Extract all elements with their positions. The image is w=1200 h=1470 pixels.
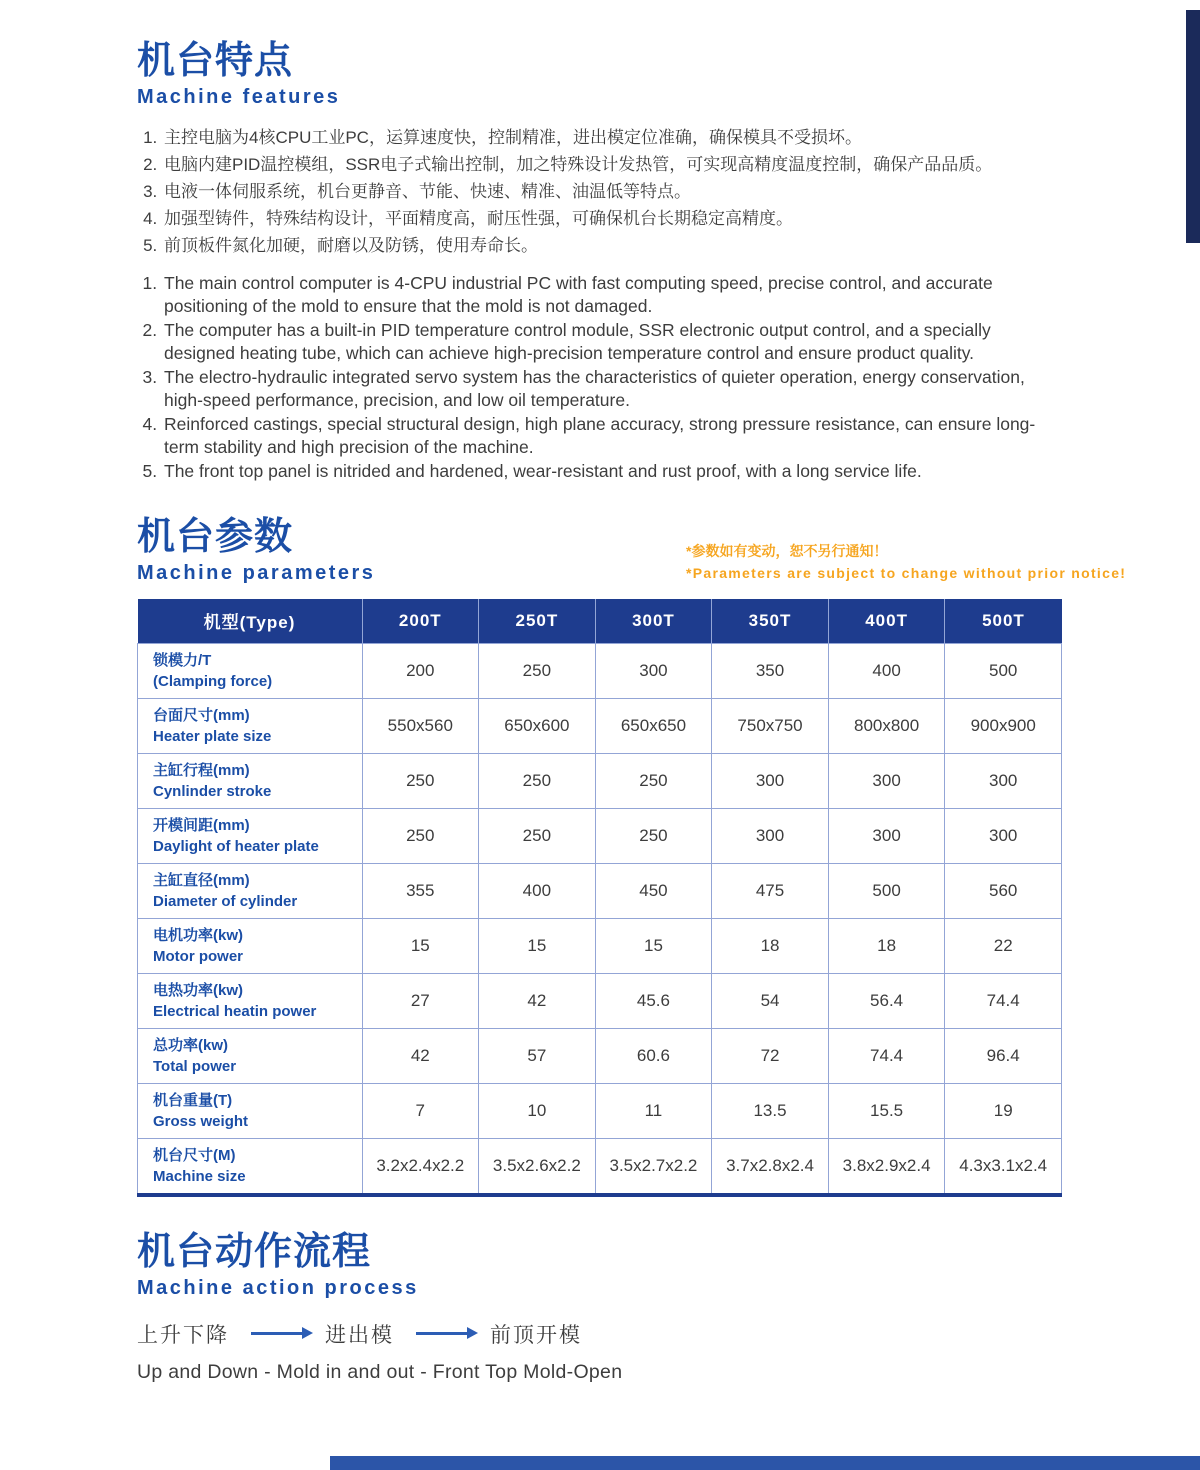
parameter-value-cell: 450 <box>595 863 712 918</box>
features-list-cn <box>137 124 1062 259</box>
right-edge-decor-bar <box>1186 10 1200 243</box>
parameter-label-cell: 机台尺寸(M) Machine size <box>138 1138 363 1195</box>
parameters-header-cell: 350T <box>712 599 829 644</box>
parameter-value-cell: 250 <box>479 643 596 698</box>
process-title-en: Machine action process <box>137 1276 419 1299</box>
parameter-row <box>138 973 1062 1028</box>
parameters-header-cell: 250T <box>479 599 596 644</box>
feature-item-cn: 5. 前顶板件氮化加硬，耐磨以及防锈，使用寿命长。 <box>162 232 1062 259</box>
parameter-value-cell: 72 <box>712 1028 829 1083</box>
parameter-value-cell: 250 <box>362 753 479 808</box>
parameter-value-cell: 15.5 <box>828 1083 945 1138</box>
parameter-value-cell: 15 <box>595 918 712 973</box>
parameter-label-cell: 电热功率(kw) Electrical heatin power <box>138 973 363 1028</box>
parameter-value-cell: 3.5x2.7x2.2 <box>595 1138 712 1195</box>
parameter-value-cell: 3.8x2.9x2.4 <box>828 1138 945 1195</box>
parameters-header-cell: 500T <box>945 599 1062 644</box>
parameter-value-cell: 250 <box>479 808 596 863</box>
parameters-disclaimer <box>686 540 1126 584</box>
feature-item-en: 4. Reinforced castings, special structural design, high plane accuracy, strong pressure resistance, can ensure long-term stability and high precision of the machine. <box>162 413 1062 460</box>
parameter-value-cell: 250 <box>362 808 479 863</box>
features-title-cn: 机台特点 <box>137 40 294 82</box>
feature-item-en: 1. The main control computer is 4-CPU industrial PC with fast computing speed, precise control, and accurate positioning of the mold to ensure that the mold is not damaged. <box>162 272 1062 319</box>
parameters-title-cn: 机台参数 <box>137 516 294 559</box>
parameter-value-cell: 42 <box>479 973 596 1028</box>
parameters-table-head <box>138 599 1062 644</box>
process-step: 前顶开模 <box>490 1323 582 1347</box>
parameter-value-cell: 54 <box>712 973 829 1028</box>
parameter-value-cell: 500 <box>828 863 945 918</box>
parameter-label-cell: 总功率(kw) Total power <box>138 1028 363 1083</box>
parameter-value-cell: 18 <box>712 918 829 973</box>
parameter-row <box>138 753 1062 808</box>
parameter-value-cell: 300 <box>828 808 945 863</box>
parameter-value-cell: 74.4 <box>945 973 1062 1028</box>
parameter-value-cell: 300 <box>712 753 829 808</box>
parameter-value-cell: 42 <box>362 1028 479 1083</box>
parameter-row <box>138 1028 1062 1083</box>
parameter-value-cell: 300 <box>595 643 712 698</box>
parameter-value-cell: 250 <box>595 808 712 863</box>
parameter-label-cell: 电机功率(kw) Motor power <box>138 918 363 973</box>
arrow-right-icon <box>251 1332 303 1335</box>
parameter-value-cell: 355 <box>362 863 479 918</box>
parameters-header-cell: 机型(Type) <box>138 599 363 644</box>
process-step: 上升下降 <box>137 1323 229 1347</box>
parameter-label-cell: 主缸行程(mm) Cynlinder stroke <box>138 753 363 808</box>
parameter-value-cell: 18 <box>828 918 945 973</box>
parameter-value-cell: 400 <box>479 863 596 918</box>
feature-item-en: 2. The computer has a built-in PID temperature control module, SSR electronic output control, and a specially designed heating tube, which can achieve high-precision temperature control and ensure product quality. <box>162 319 1062 366</box>
parameter-value-cell: 4.3x3.1x2.4 <box>945 1138 1062 1195</box>
parameters-header-cell: 300T <box>595 599 712 644</box>
feature-item-cn: 4. 加强型铸件，特殊结构设计，平面精度高，耐压性强，可确保机台长期稳定高精度。 <box>162 205 1062 232</box>
parameter-value-cell: 650x650 <box>595 698 712 753</box>
parameter-value-cell: 15 <box>479 918 596 973</box>
features-list-en <box>137 272 1062 484</box>
parameter-value-cell: 22 <box>945 918 1062 973</box>
process-flow <box>137 1319 1062 1349</box>
parameter-value-cell: 11 <box>595 1083 712 1138</box>
arrow-right-icon <box>416 1332 468 1335</box>
parameter-value-cell: 96.4 <box>945 1028 1062 1083</box>
feature-item-en: 5. The front top panel is nitrided and hardened, wear-resistant and rust proof, with a long service life. <box>162 460 1062 484</box>
process-section <box>137 1231 1062 1384</box>
parameter-value-cell: 3.5x2.6x2.2 <box>479 1138 596 1195</box>
parameter-value-cell: 300 <box>945 753 1062 808</box>
parameter-value-cell: 475 <box>712 863 829 918</box>
parameter-value-cell: 27 <box>362 973 479 1028</box>
parameter-value-cell: 750x750 <box>712 698 829 753</box>
parameter-value-cell: 350 <box>712 643 829 698</box>
parameter-label-cell: 主缸直径(mm) Diameter of cylinder <box>138 863 363 918</box>
parameters-table <box>137 599 1062 1197</box>
features-section <box>137 0 1062 483</box>
parameter-value-cell: 60.6 <box>595 1028 712 1083</box>
parameter-value-cell: 200 <box>362 643 479 698</box>
parameter-value-cell: 3.2x2.4x2.2 <box>362 1138 479 1195</box>
parameter-value-cell: 250 <box>479 753 596 808</box>
parameter-value-cell: 900x900 <box>945 698 1062 753</box>
process-title-cn: 机台动作流程 <box>137 1230 372 1273</box>
parameters-table-body <box>138 643 1062 1195</box>
feature-item-cn: 3. 电液一体伺服系统，机台更静音、节能、快速、精准、油温低等特点。 <box>162 178 1062 205</box>
parameter-value-cell: 300 <box>945 808 1062 863</box>
parameter-row <box>138 863 1062 918</box>
parameter-value-cell: 15 <box>362 918 479 973</box>
parameter-row <box>138 698 1062 753</box>
parameter-value-cell: 57 <box>479 1028 596 1083</box>
parameter-value-cell: 19 <box>945 1083 1062 1138</box>
parameter-value-cell: 650x600 <box>479 698 596 753</box>
disclaimer-cn: *参数如有变动，恕不另行通知！ <box>686 543 888 560</box>
feature-item-cn: 2. 电脑内建PID温控模组，SSR电子式输出控制，加之特殊设计发热管，可实现高精度温度控制，确保产品品质。 <box>162 151 1062 178</box>
parameter-row <box>138 808 1062 863</box>
parameter-value-cell: 800x800 <box>828 698 945 753</box>
parameter-value-cell: 550x560 <box>362 698 479 753</box>
parameter-label-cell: 开模间距(mm) Daylight of heater plate <box>138 808 363 863</box>
parameter-value-cell: 400 <box>828 643 945 698</box>
disclaimer-en: *Parameters are subject to change without prior notice! <box>686 565 1127 582</box>
process-step: 进出模 <box>325 1323 394 1347</box>
parameter-label-cell: 台面尺寸(mm) Heater plate size <box>138 698 363 753</box>
parameter-value-cell: 300 <box>828 753 945 808</box>
parameter-row <box>138 1138 1062 1195</box>
parameter-row <box>138 918 1062 973</box>
bottom-edge-decor-bar <box>330 1456 1200 1470</box>
parameter-value-cell: 13.5 <box>712 1083 829 1138</box>
parameter-value-cell: 7 <box>362 1083 479 1138</box>
parameter-label-cell: 锁模力/T (Clamping force) <box>138 643 363 698</box>
feature-item-cn: 1. 主控电脑为4核CPU工业PC，运算速度快，控制精准，进出模定位准确，确保模具不受损坏。 <box>162 124 1062 151</box>
parameter-value-cell: 10 <box>479 1083 596 1138</box>
parameter-value-cell: 300 <box>712 808 829 863</box>
parameter-value-cell: 560 <box>945 863 1062 918</box>
parameter-label-cell: 机台重量(T) Gross weight <box>138 1083 363 1138</box>
parameter-value-cell: 74.4 <box>828 1028 945 1083</box>
parameters-header-cell: 200T <box>362 599 479 644</box>
parameters-section <box>137 516 1127 1197</box>
parameter-value-cell: 3.7x2.8x2.4 <box>712 1138 829 1195</box>
parameter-row <box>138 643 1062 698</box>
parameter-value-cell: 250 <box>595 753 712 808</box>
parameter-value-cell: 500 <box>945 643 1062 698</box>
parameter-value-cell: 45.6 <box>595 973 712 1028</box>
feature-item-en: 3. The electro-hydraulic integrated servo system has the characteristics of quieter operation, energy conservation, high-speed performance, precision, and low oil temperature. <box>162 366 1062 413</box>
features-title-en: Machine features <box>137 85 341 108</box>
parameters-header-row <box>138 599 1062 644</box>
parameters-header-cell: 400T <box>828 599 945 644</box>
process-flow-en: Up and Down - Mold in and out - Front Top Mold-Open <box>137 1360 623 1383</box>
parameter-row <box>138 1083 1062 1138</box>
parameters-title-en: Machine parameters <box>137 561 376 584</box>
parameter-value-cell: 56.4 <box>828 973 945 1028</box>
